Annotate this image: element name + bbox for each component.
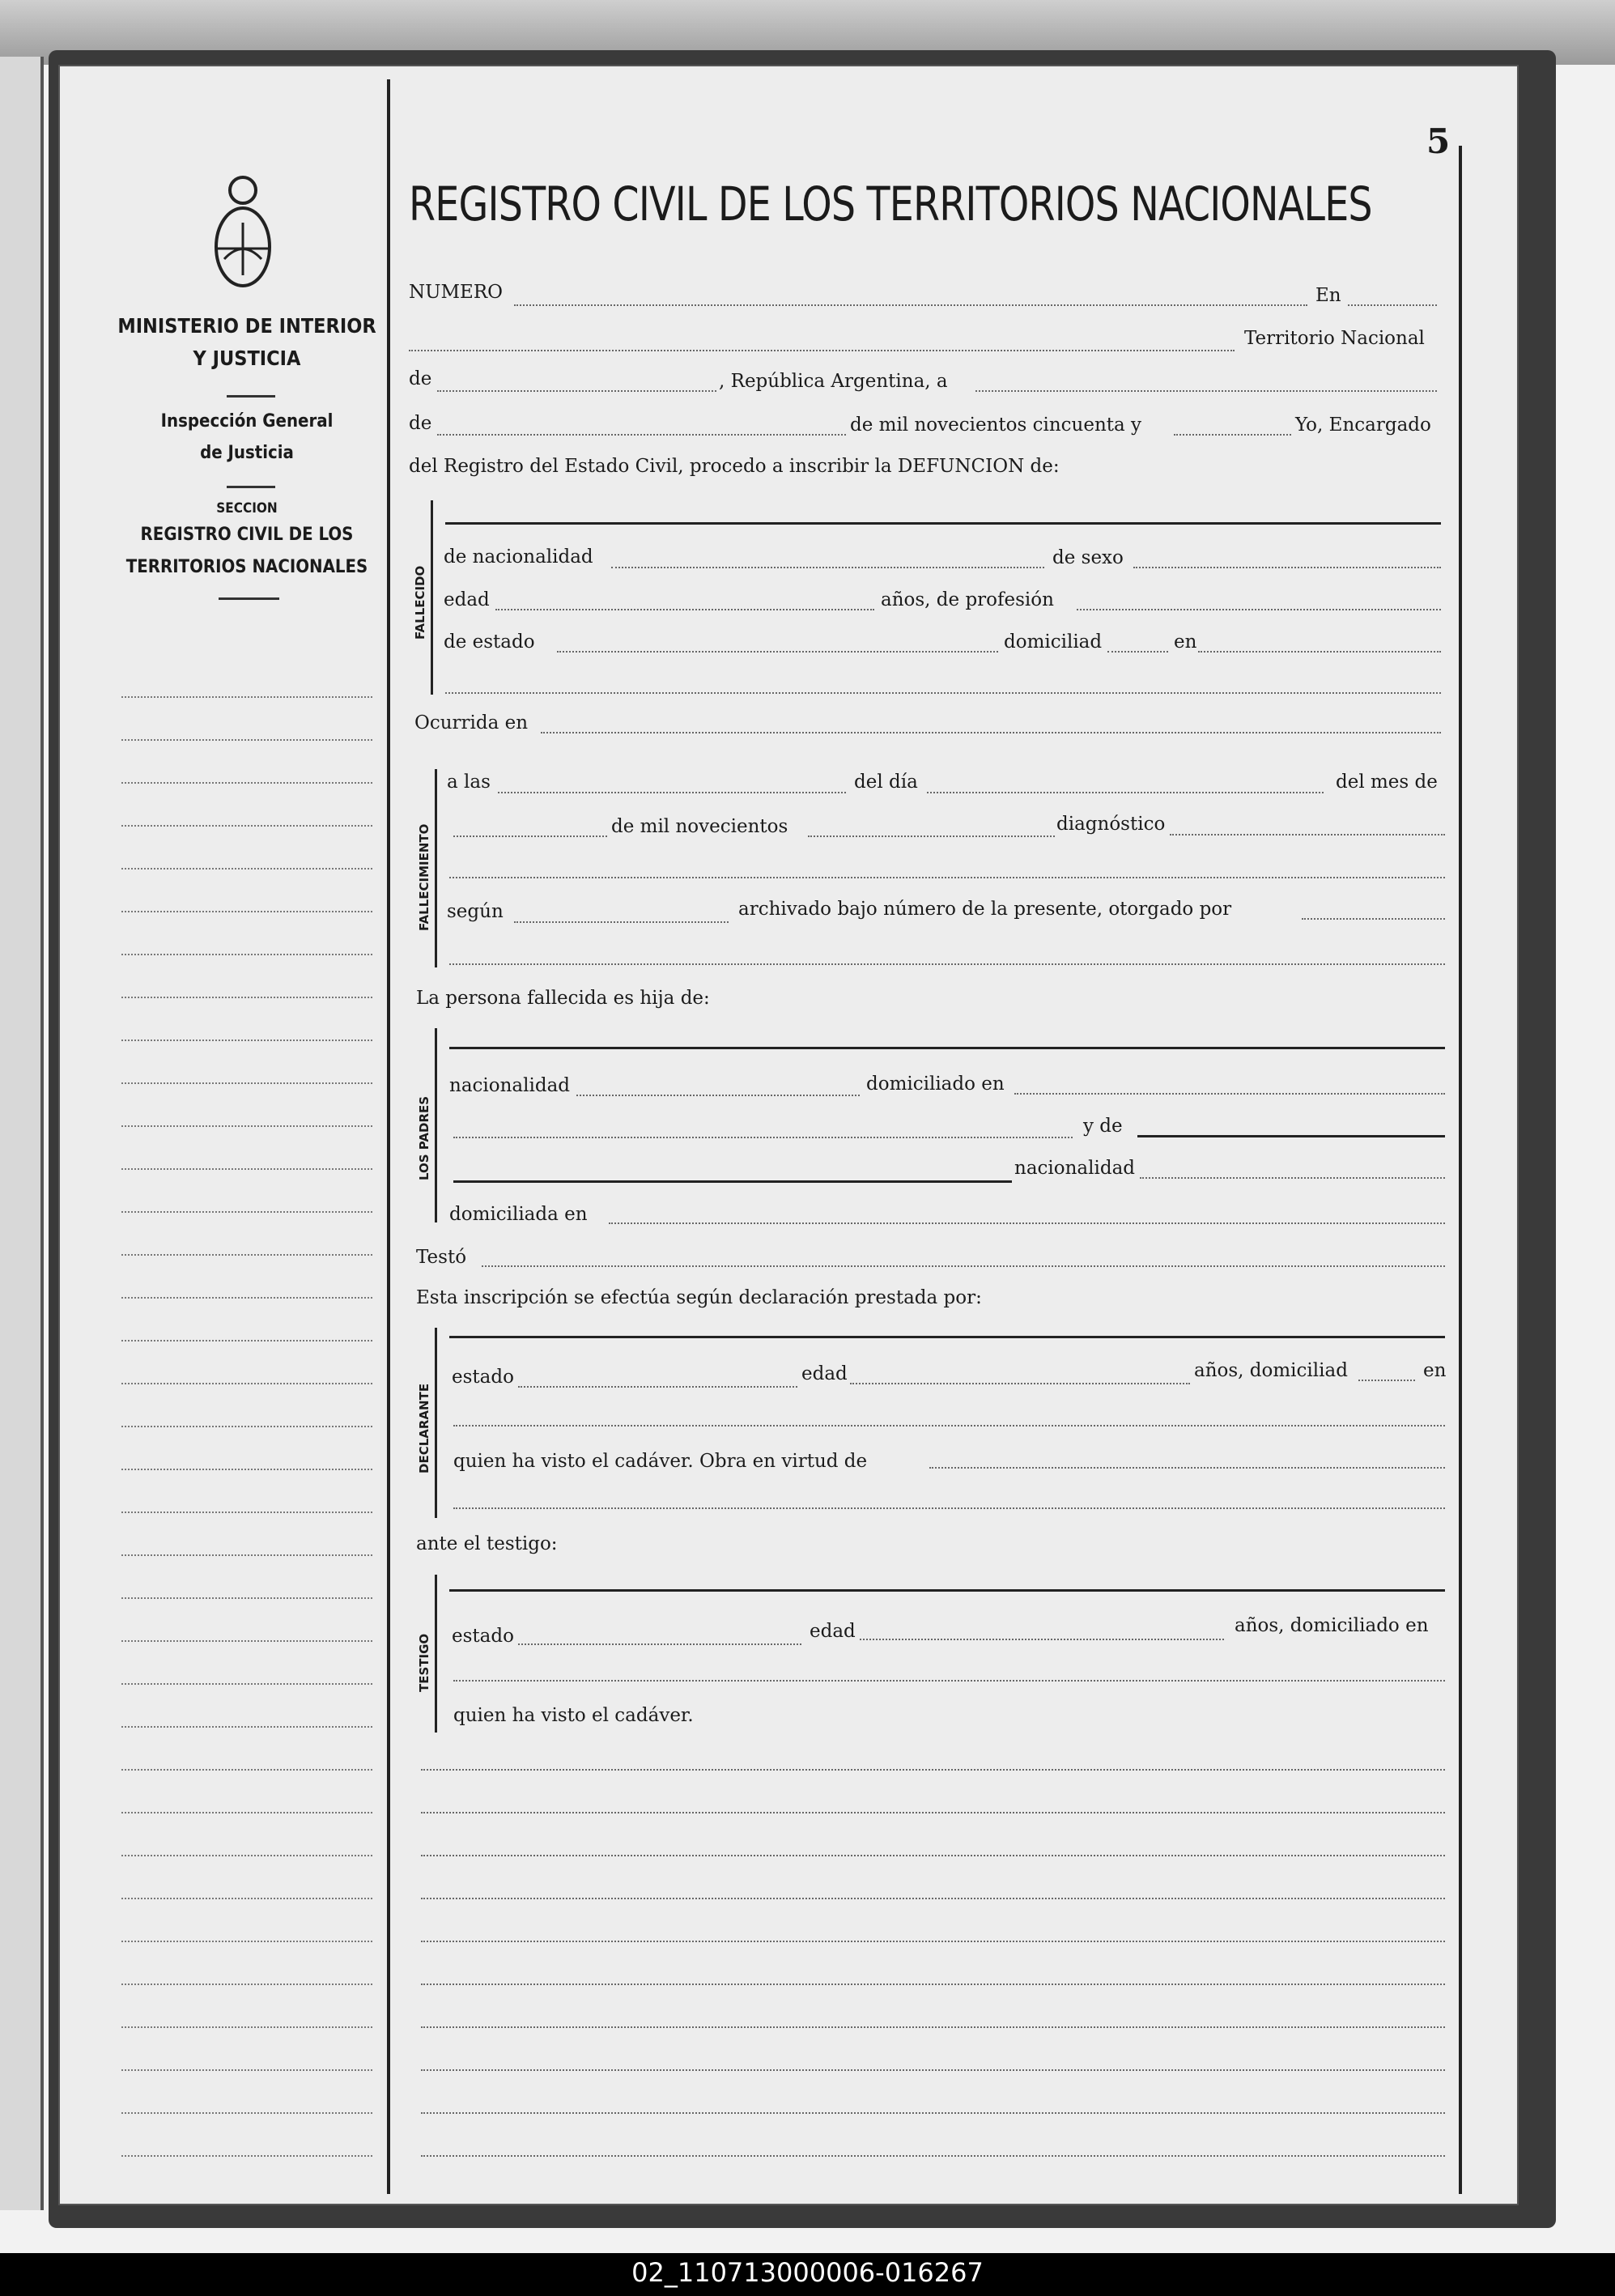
inspection-line1: Inspección General	[160, 411, 334, 432]
testo-label: Testó	[416, 1247, 467, 1268]
note-line	[421, 1769, 1445, 1771]
edad-label: edad	[810, 1621, 856, 1642]
note-line	[421, 1855, 1445, 1856]
margin-line	[121, 1512, 372, 1513]
margin-line	[121, 1082, 372, 1084]
margin-line	[121, 1640, 372, 1642]
blank-field	[449, 963, 1445, 965]
section-line2: TERRITORIOS NACIONALES	[125, 557, 368, 577]
a-las-field	[498, 792, 846, 793]
margin-line	[121, 1554, 372, 1556]
sexo-label: de sexo	[1052, 547, 1124, 568]
estado-label: estado	[452, 1626, 514, 1647]
margin-line	[121, 1812, 372, 1813]
inspection-line2: de Justicia	[200, 443, 294, 463]
otorgado-field	[1302, 918, 1445, 920]
anos-domiciliad-label: años, domiciliad	[1194, 1360, 1348, 1381]
fallecido-bracket	[431, 500, 433, 695]
numero-field	[514, 304, 1307, 306]
estado-field	[557, 651, 998, 653]
note-line	[421, 1941, 1445, 1942]
blank-field	[453, 1507, 1445, 1509]
edad-field	[850, 1383, 1190, 1384]
del-dia-label: del día	[854, 772, 918, 793]
nacionalidad-label: nacionalidad	[449, 1075, 571, 1096]
mil-cincuenta-label: de mil novecientos cincuenta y	[850, 415, 1142, 436]
note-line	[421, 1812, 1445, 1813]
de2-field	[437, 434, 846, 436]
margin-line	[121, 739, 372, 741]
en-field	[1198, 651, 1441, 653]
sexo-field	[1133, 567, 1441, 568]
fallecimiento-bracket	[435, 769, 437, 967]
margin-line	[121, 696, 372, 698]
year-field	[1174, 434, 1291, 436]
margin-line	[121, 1426, 372, 1427]
margin-line	[121, 1040, 372, 1041]
padres-bracket	[435, 1028, 437, 1222]
declarante-side-label: DECLARANTE	[417, 1383, 431, 1473]
madre-name-field-cont	[453, 1180, 1012, 1183]
declarante-bracket	[435, 1328, 437, 1518]
mes-field	[453, 835, 607, 837]
margin-line	[121, 954, 372, 955]
fallecimiento-side-label: FALLECIMIENTO	[417, 823, 431, 931]
divider	[219, 597, 279, 600]
ministry-line1: MINISTERIO DE INTERIOR	[117, 314, 376, 338]
previous-page-edge	[0, 57, 44, 2210]
margin-line	[121, 1597, 372, 1599]
en-label: en	[1174, 631, 1197, 653]
del-mes-label: del mes de	[1336, 772, 1438, 793]
edad-field	[495, 609, 874, 610]
testo-field	[482, 1265, 1445, 1267]
y-de-label: y de	[1083, 1116, 1123, 1137]
madre-name-field	[1137, 1135, 1445, 1137]
section-line1: REGISTRO CIVIL DE LOS	[140, 525, 354, 545]
margin-line	[121, 1168, 372, 1170]
domiciliada-en-label: domiciliada en	[449, 1204, 588, 1225]
blank-field	[409, 350, 1235, 351]
hija-de-label: La persona fallecida es hija de:	[416, 988, 710, 1009]
diagnostico-label: diagnóstico	[1056, 814, 1166, 835]
margin-line	[121, 2069, 372, 2071]
padre-name-field	[449, 1047, 1445, 1049]
nacionalidad-field	[611, 567, 1044, 568]
fallecido-name-field	[445, 522, 1441, 525]
testigo-bracket	[435, 1575, 437, 1733]
margin-line	[121, 1211, 372, 1213]
margin-line	[121, 1125, 372, 1127]
archivado-label: archivado bajo número de la presente, otorgado por	[738, 899, 1232, 920]
estado-label: estado	[452, 1367, 514, 1388]
estado-label: de estado	[444, 631, 535, 653]
de-field	[437, 390, 716, 392]
note-line	[421, 2069, 1445, 2071]
domiciliad-field	[1358, 1380, 1415, 1381]
margin-rule	[387, 79, 390, 2194]
image-caption: 02_110713000006-016267	[631, 2257, 984, 2288]
segun-field	[514, 921, 729, 923]
margin-line	[121, 997, 372, 998]
dia-field	[927, 792, 1324, 793]
section-label: SECCION	[216, 500, 278, 517]
nacionalidad-label: de nacionalidad	[444, 546, 593, 568]
domiciliado-en-field	[1014, 1093, 1445, 1095]
yo-encargado-label: Yo, Encargado	[1295, 415, 1431, 436]
padres-side-label: LOS PADRES	[417, 1095, 431, 1180]
margin-line	[121, 868, 372, 870]
en-field	[1348, 304, 1437, 306]
numero-label: NUMERO	[409, 282, 504, 303]
domiciliad-label: domiciliad	[1004, 631, 1103, 653]
ano-field	[808, 835, 1055, 837]
mil-novecientos-label: de mil novecientos	[611, 816, 788, 837]
margin-line	[121, 1769, 372, 1771]
blank-field	[445, 692, 1441, 694]
declarante-name-field	[449, 1336, 1445, 1338]
blank-field	[453, 1680, 1445, 1682]
quien-visto-label: quien ha visto el cadáver.	[453, 1705, 694, 1726]
margin-line	[121, 1726, 372, 1728]
de2-label: de	[409, 413, 432, 434]
ocurrida-field	[541, 732, 1441, 733]
margin-line	[121, 1297, 372, 1299]
quien-visto-label: quien ha visto el cadáver. Obra en virtud de	[453, 1451, 868, 1472]
margin-line	[121, 911, 372, 912]
diagnostico-field	[1170, 834, 1445, 835]
blank-field	[449, 877, 1445, 878]
note-line	[421, 2026, 1445, 2028]
divider	[227, 486, 275, 488]
profesion-field	[1077, 609, 1441, 610]
ante-testigo-label: ante el testigo:	[416, 1533, 558, 1554]
anos-domiciliado-label: años, domiciliado en	[1235, 1615, 1429, 1636]
domiciliad-field	[1107, 651, 1168, 653]
margin-line	[121, 1683, 372, 1685]
ministry-line2: Y JUSTICIA	[193, 347, 301, 370]
margin-line	[121, 1340, 372, 1341]
en-label: En	[1315, 285, 1341, 306]
anos-profesion-label: años, de profesión	[881, 589, 1054, 610]
virtud-field	[929, 1467, 1445, 1469]
note-line	[421, 1983, 1445, 1985]
de-label: de	[409, 368, 432, 389]
domiciliada-en-field	[609, 1222, 1445, 1224]
margin-line	[121, 1254, 372, 1256]
fallecido-side-label: FALLECIDO	[413, 565, 427, 640]
margin-line	[121, 2026, 372, 2028]
margin-line	[121, 2155, 372, 2157]
fecha-field	[975, 390, 1437, 392]
margin-line	[121, 1855, 372, 1856]
territorio-label: Territorio Nacional	[1244, 328, 1425, 349]
margin-line	[121, 1469, 372, 1470]
margin-line	[121, 1383, 372, 1384]
edad-field	[860, 1639, 1224, 1640]
divider	[227, 395, 275, 398]
margin-line	[121, 1941, 372, 1942]
en-label: en	[1423, 1360, 1447, 1381]
margin-line	[121, 1898, 372, 1899]
margin-line	[121, 1983, 372, 1985]
nacionalidad2-label: nacionalidad	[1014, 1158, 1136, 1179]
testigo-name-field	[449, 1589, 1445, 1592]
coat-of-arms-emblem	[206, 174, 279, 296]
estado-field	[518, 1643, 801, 1645]
estado-field	[518, 1386, 797, 1388]
republica-label: , República Argentina, a	[719, 371, 948, 392]
nacionalidad2-field	[1140, 1177, 1445, 1179]
right-border-rule	[1459, 146, 1462, 2194]
edad-label: edad	[801, 1363, 848, 1384]
domiciliado-en-label: domiciliado en	[866, 1074, 1005, 1095]
note-line	[421, 2155, 1445, 2157]
a-las-label: a las	[447, 772, 491, 793]
form-title: REGISTRO CIVIL DE LOS TERRITORIOS NACIONALES	[409, 176, 1372, 232]
margin-line	[121, 2112, 372, 2114]
note-line	[421, 1898, 1445, 1899]
page-number: 5	[1426, 121, 1451, 161]
edad-label: edad	[444, 589, 490, 610]
margin-line	[121, 825, 372, 827]
inscripcion-label: Esta inscripción se efectúa según declaración prestada por:	[416, 1287, 982, 1308]
testigo-side-label: TESTIGO	[417, 1633, 431, 1692]
nacionalidad-field	[576, 1095, 860, 1096]
del-registro-label: del Registro del Estado Civil, procedo a inscribir la DEFUNCION de:	[409, 456, 1060, 477]
note-line	[421, 2112, 1445, 2114]
blank-field	[453, 1137, 1073, 1138]
margin-line	[121, 782, 372, 784]
blank-field	[453, 1425, 1445, 1426]
ocurrida-label: Ocurrida en	[414, 712, 529, 733]
segun-label: según	[447, 901, 504, 922]
